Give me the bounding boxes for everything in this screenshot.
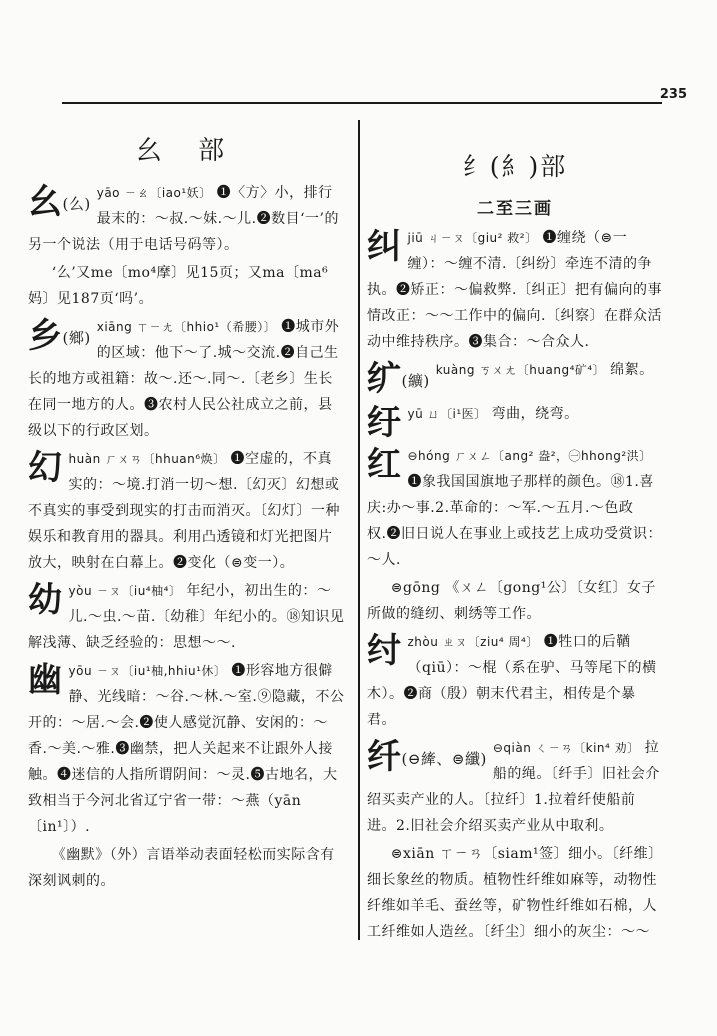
section-title-si: 纟(糹)部 — [462, 152, 568, 181]
entry-definition: ⊜gōng 《ㄨㄥ〔gong¹公〕〔女红〕女子所做的缝纫、刺绣等工作。 — [367, 580, 656, 622]
entry-pronunciation: yōu ㄧㄡ〔iu¹柚,hhiu¹休〕 — [68, 664, 227, 678]
headword-char: 幺 — [28, 182, 63, 222]
dictionary-entry — [28, 842, 346, 894]
entry-definition: 年纪小，初出生的：～儿.～虫.～苗.〔幼稚〕年纪小的。⑱知识见解浅薄、缺乏经验的：思想～～. — [28, 583, 345, 651]
entry-definition: ❶空虚的，不真实的：～境.打消一切～想.〔幻灭〕幻想或不真实的事受到现实的打击而消灭。〔幻灯〕一种娱乐和教育用的器具。利用凸透镜和灯光把图片放大，映射在白幕上。❷变化（⊜变一）。 — [28, 451, 340, 571]
dictionary-entry — [367, 225, 663, 355]
entry-definition: ❶象我国国旗地子那样的颜色。⑱1.喜庆:办～事.2.革命的：～军.～五月.～色政权.❷旧日说人在事业上或技艺上成功受赏识：～人. — [367, 474, 662, 568]
entry-pronunciation: xiāng ㄒㄧㄤ〔hhio¹（希腰）〕 — [96, 320, 277, 334]
entry-pronunciation: yū ㄩ〔i¹医〕 — [407, 407, 487, 421]
headword-char: 幼 — [28, 580, 63, 620]
entry-pronunciation: kuàng ㄎㄨㄤ〔huang⁴矿⁴〕 — [435, 363, 606, 377]
entry-headword — [28, 448, 63, 488]
entry-headword — [367, 445, 402, 485]
entry-definition: ❶缠绕（⊜一缠）：～缠不清.〔纠纷〕牵连不清的争执。❷矫正：～偏救弊.〔纠正〕把有偏向的事情改正：～～工作中的偏向.〔纠察〕在群众活动中维持秩序。❸集合：～合众人. — [367, 230, 662, 350]
headword-char: 纣 — [367, 631, 402, 671]
dictionary-entry — [28, 260, 346, 312]
headword-variant: (⊖縴、⊜纖) — [401, 750, 487, 768]
entry-pronunciation: yòu ㄧㄡ〔iu⁴柚⁴〕 — [68, 584, 182, 598]
dictionary-entry — [28, 180, 346, 258]
entry-headword — [28, 580, 63, 620]
right-entries — [367, 225, 663, 947]
dictionary-entry — [367, 357, 663, 399]
dictionary-entry — [367, 443, 663, 573]
entry-pronunciation: jiū ㄐㄧㄡ〔giu² 救²〕 — [407, 231, 538, 245]
entry-headword — [367, 631, 402, 671]
headword-char: 纤 — [367, 737, 402, 777]
entry-definition: 拉船的绳。〔纤手〕旧社会介绍买卖产业的人。〔拉纤〕1.拉着纤使船前进。2.旧社会介绍买卖产业从中取利。 — [367, 740, 660, 834]
section-title-yao: 幺 部 — [135, 136, 239, 166]
entry-pronunciation: huàn ㄏㄨㄢ〔hhuan⁶焕〕 — [68, 452, 226, 466]
dictionary-entry — [28, 314, 346, 444]
entry-headword — [367, 227, 402, 267]
left-column — [28, 120, 346, 896]
entry-definition: ❶城市外的区域：他下～了.城～交流.❷自己生长的地方或祖籍：故～.还～.同～.〔老乡〕生长在同一地方的人。❸农村人民公社成立之前，县级以下的行政区划。 — [28, 319, 340, 439]
headword-variant: (鄉) — [62, 329, 91, 347]
entry-headword — [367, 737, 487, 779]
entry-definition: 《幽默》（外）言语举动表面轻松而实际含有深刻讽刺的。 — [28, 847, 335, 889]
headword-char: 幽 — [28, 660, 63, 700]
dictionary-entry — [367, 401, 663, 443]
headword-char: 乡 — [28, 316, 63, 356]
headword-char: 纡 — [367, 403, 402, 443]
dictionary-entry — [28, 578, 346, 656]
dictionary-entry — [367, 841, 663, 945]
header-rule — [62, 102, 662, 104]
entry-definition: ❶〈方〉小，排行最末的：～叔.～妹.～儿.❷数目‘一’的另一个说法（用于电话号码等）。 — [28, 185, 339, 253]
subsection-heading: 二至三画 — [477, 199, 553, 219]
entry-headword — [28, 316, 91, 358]
dictionary-entry — [28, 658, 346, 840]
headword-char: 纠 — [367, 227, 402, 267]
column-divider — [358, 120, 360, 940]
entry-definition: 绵絮。 — [610, 362, 654, 378]
entry-definition: ⊜xiān ㄒㄧㄢ〔siam¹签〕细小。〔纤维〕细长象丝的物质。植物性纤维如麻等，动物性纤维如羊毛、蚕丝等，矿物性纤维如石棉，人工纤维如人造丝。〔纤尘〕细小的灰尘：～～ — [367, 846, 663, 940]
dictionary-entry — [28, 446, 346, 576]
entry-pronunciation: ⊖qiàn ㄑㄧㄢ〔kin⁴ 劝〕 — [492, 741, 640, 755]
dictionary-entry — [367, 629, 663, 733]
headword-variant: (纊) — [401, 372, 430, 390]
headword-char: 幻 — [28, 448, 63, 488]
entry-definition: 弯曲，绕弯。 — [491, 406, 579, 422]
entry-definition: ‘么’又me〔mo⁴摩〕见15页；又ma〔ma⁶妈〕见187页‘吗’。 — [28, 265, 329, 307]
entry-definition: ❶形容地方很僻静、光线暗：～谷.～林.～室.⑨隐藏，不公开的：～居.～会.❷使人感觉沉静、安闲的：～香.～美.～雅.❸幽禁，把人关起来不让跟外人接触。❹迷信的人指所谓阴间：～灵.❺古地名，大致相当于今河北省辽宁省一带：～燕（yān〔in¹〕）. — [28, 663, 345, 835]
entry-pronunciation: ⊖hóng ㄏㄨㄥ〔ang² 盎²，㊀hhong²洪〕 — [407, 449, 652, 463]
entry-headword — [28, 182, 91, 224]
dictionary-entry — [367, 735, 663, 839]
entry-pronunciation: zhòu ㄓㄡ〔ziu⁴ 周⁴〕 — [407, 635, 539, 649]
left-entries — [28, 180, 346, 896]
entry-pronunciation: yāo ㄧㄠ〔iao¹妖〕 — [96, 186, 212, 200]
headword-char: 红 — [367, 445, 402, 485]
headword-char: 纩 — [367, 359, 402, 399]
headword-variant: (么) — [62, 195, 91, 213]
entry-definition: ❶牲口的后鞧（qiū）：～棍（系在驴、马等尾下的横木）。❷商（殷）朝末代君主，相传是个暴君。 — [367, 634, 657, 728]
right-column — [367, 120, 663, 947]
entry-headword — [367, 403, 402, 443]
page-number: 235 — [659, 87, 687, 102]
entry-headword — [28, 660, 63, 700]
dictionary-entry — [367, 575, 663, 627]
entry-headword — [367, 359, 430, 401]
